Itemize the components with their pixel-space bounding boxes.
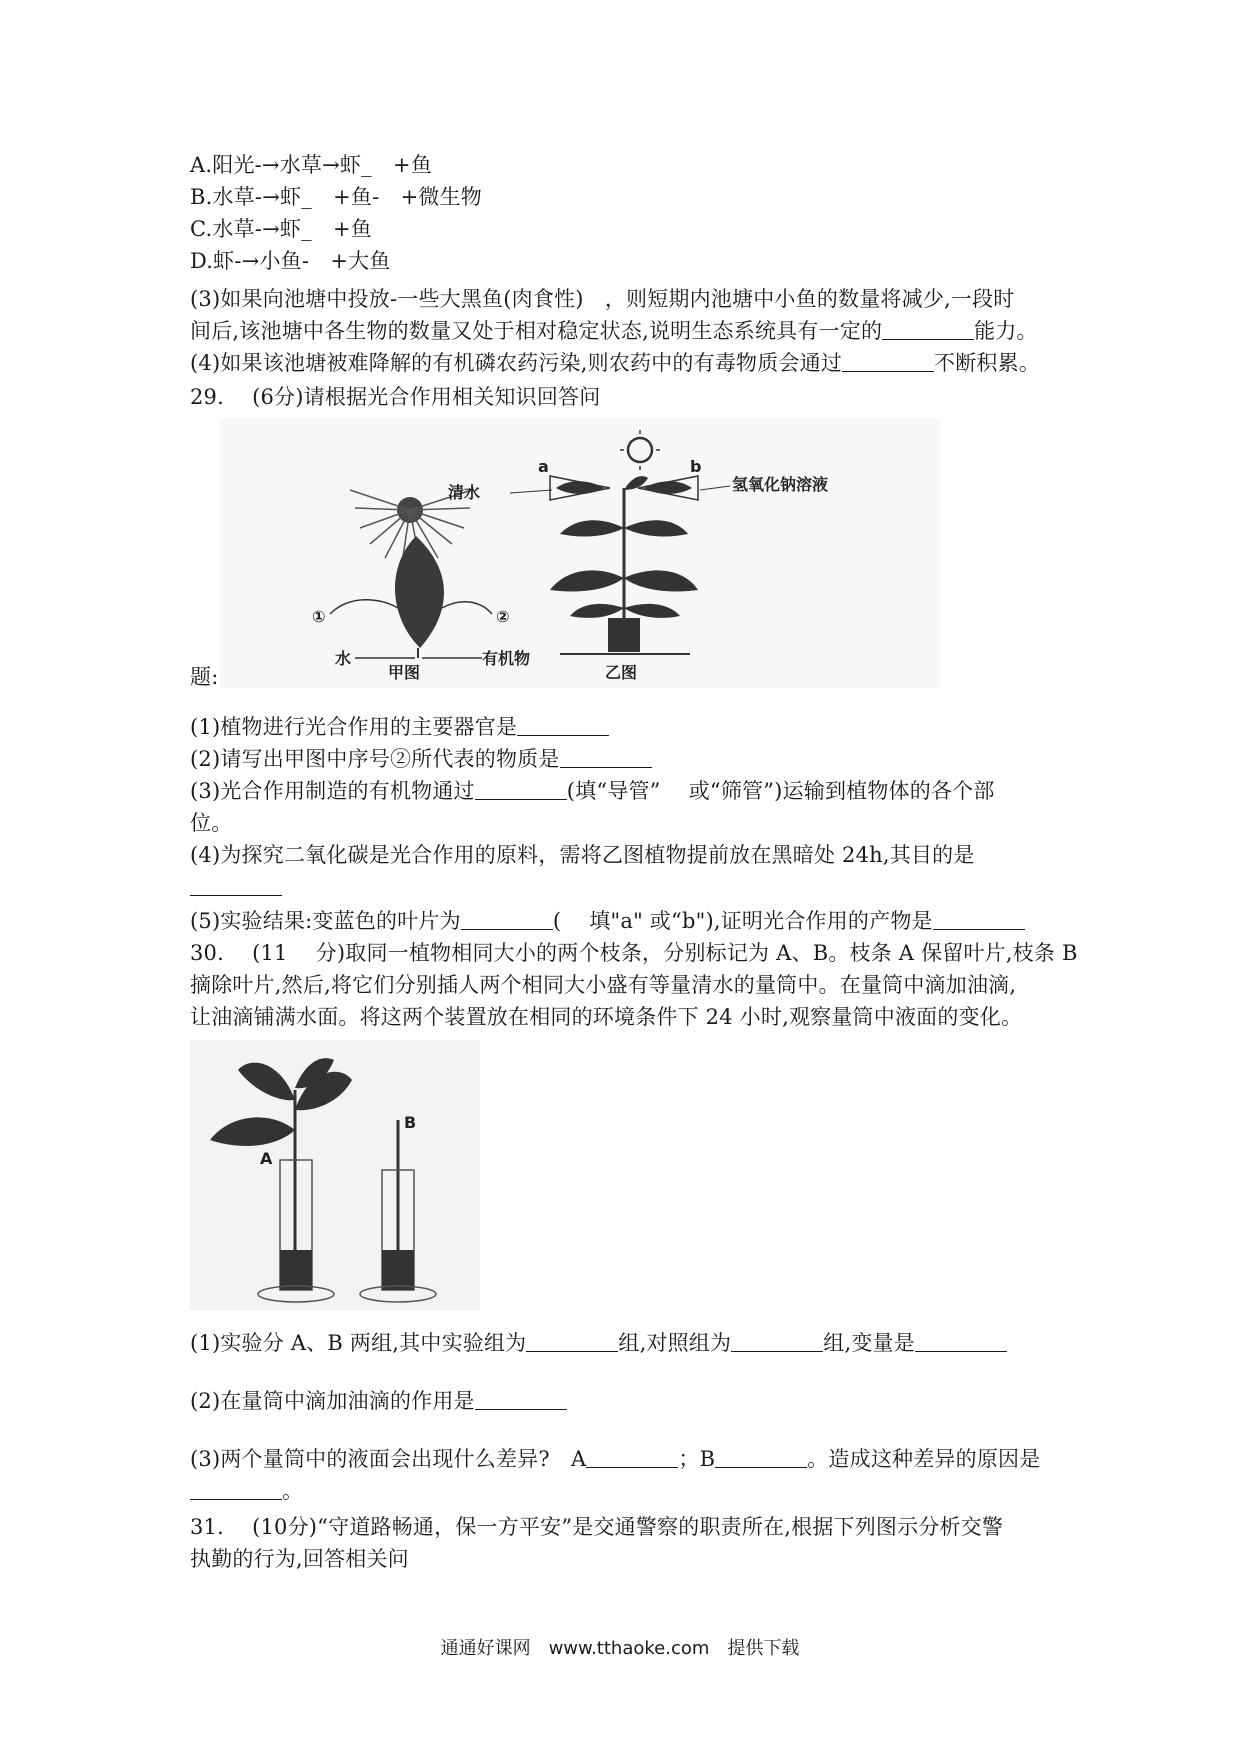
q30-sub3-end: 。 bbox=[190, 1476, 303, 1506]
answer-blank[interactable] bbox=[882, 319, 974, 340]
label-a: a bbox=[538, 457, 549, 476]
answer-blank[interactable] bbox=[731, 1331, 823, 1352]
q28-part3-line1: (3)如果向池塘中投放-一些大黑鱼(肉食性) ，则短期内池塘中小鱼的数量将减少,一段时 bbox=[190, 287, 1015, 311]
q29-sub4: (4)为探究二氧化碳是光合作用的原料，需将乙图植物提前放在黑暗处 24h,其目的是 bbox=[190, 843, 975, 867]
flower-pot bbox=[608, 618, 640, 652]
q29-sub1: (1)植物进行光合作用的主要器官是 bbox=[190, 712, 609, 742]
q30-line2: 摘除叶片,然后,将它们分别插人两个相同大小盛有等量清水的量筒中。在量筒中滴加油滴, bbox=[190, 973, 1017, 997]
figure-background bbox=[220, 418, 940, 688]
answer-blank[interactable] bbox=[190, 875, 282, 896]
option-a: A.阳光-→水草→虾_ +鱼 bbox=[190, 153, 433, 177]
option-c: C.水草-→虾_ +鱼 bbox=[190, 217, 372, 241]
option-d: D.虾-→小鱼- +大鱼 bbox=[190, 249, 391, 273]
answer-blank[interactable] bbox=[560, 747, 652, 768]
answer-blank[interactable] bbox=[842, 351, 934, 372]
q29-sub4-blank bbox=[190, 872, 282, 902]
q30-sub2: (2)在量筒中滴加油滴的作用是 bbox=[190, 1386, 567, 1416]
label-clear-water: 清水 bbox=[448, 483, 481, 502]
answer-blank[interactable] bbox=[190, 1479, 282, 1500]
option-b: B.水草-→虾_ +鱼- +微生物 bbox=[190, 185, 482, 209]
label-water: 水 bbox=[335, 649, 352, 668]
answer-blank[interactable] bbox=[461, 909, 553, 930]
label-a: A bbox=[260, 1149, 273, 1168]
answer-blank[interactable] bbox=[526, 1331, 618, 1352]
q28-part4: (4)如果该池塘被难降解的有机磷农药污染,则农药中的有毒物质会通过 不断积累。 bbox=[190, 351, 1041, 375]
label-b: B bbox=[404, 1113, 417, 1132]
answer-blank[interactable] bbox=[715, 1447, 807, 1468]
answer-blank[interactable] bbox=[915, 1331, 1007, 1352]
photosynthesis-figure bbox=[220, 418, 940, 688]
q29-header: 29. (6分)请根据光合作用相关知识回答问 bbox=[190, 385, 601, 409]
q31-line2: 执勤的行为,回答相关问 bbox=[190, 1547, 409, 1571]
caption-right: 乙图 bbox=[605, 663, 638, 682]
answer-blank[interactable] bbox=[933, 909, 1025, 930]
answer-blank[interactable] bbox=[517, 715, 609, 736]
label-num2: ② bbox=[496, 607, 510, 626]
q29-sub2: (2)请写出甲图中序号②所代表的物质是 bbox=[190, 744, 652, 774]
q30-line1: 30. (11 分)取同一植物相同大小的两个枝条，分别标记为 A、B。枝条 A 保留叶片,枝条 B bbox=[190, 941, 1078, 965]
label-num1: ① bbox=[312, 607, 326, 626]
page-footer: 通通好课网 www.tthaoke.com 提供下载 bbox=[440, 1638, 800, 1659]
answer-blank[interactable] bbox=[475, 779, 567, 800]
q31-line1: 31. (10分)“守道路畅通，保一方平安”是交通警察的职责所在,根据下列图示分析交警 bbox=[190, 1515, 1004, 1539]
q29-header-tail: 题: bbox=[190, 665, 219, 689]
label-b: b bbox=[690, 457, 702, 476]
q29-sub5: (5)实验结果:变蓝色的叶片为 ( 填"a" 或“b"),证明光合作用的产物是 bbox=[190, 906, 1025, 936]
answer-blank[interactable] bbox=[475, 1389, 567, 1410]
label-organic: 有机物 bbox=[482, 649, 531, 668]
caption-left: 甲图 bbox=[388, 663, 421, 682]
label-naoh: 氢氧化钠溶液 bbox=[732, 475, 829, 494]
q28-part3-line2: 间后,该池塘中各生物的数量又处于相对稳定状态,说明生态系统具有一定的 能力。 bbox=[190, 319, 1038, 343]
q29-sub3-line2: 位。 bbox=[190, 811, 233, 835]
transpiration-figure bbox=[190, 1040, 480, 1310]
q29-sub3: (3)光合作用制造的有机物通过 (填“导管” 或“筛管”)运输到植物体的各个部 bbox=[190, 779, 995, 803]
q30-sub1: (1)实验分 A、B 两组,其中实验组为 组,对照组为 组,变量是 bbox=[190, 1328, 1007, 1358]
answer-blank[interactable] bbox=[586, 1447, 678, 1468]
q30-line3: 让油滴铺满水面。将这两个装置放在相同的环境条件下 24 小时,观察量筒中液面的变化。 bbox=[190, 1005, 1023, 1029]
q30-sub3: (3)两个量筒中的液面会出现什么差异? A ；B 。造成这种差异的原因是 bbox=[190, 1447, 1041, 1471]
